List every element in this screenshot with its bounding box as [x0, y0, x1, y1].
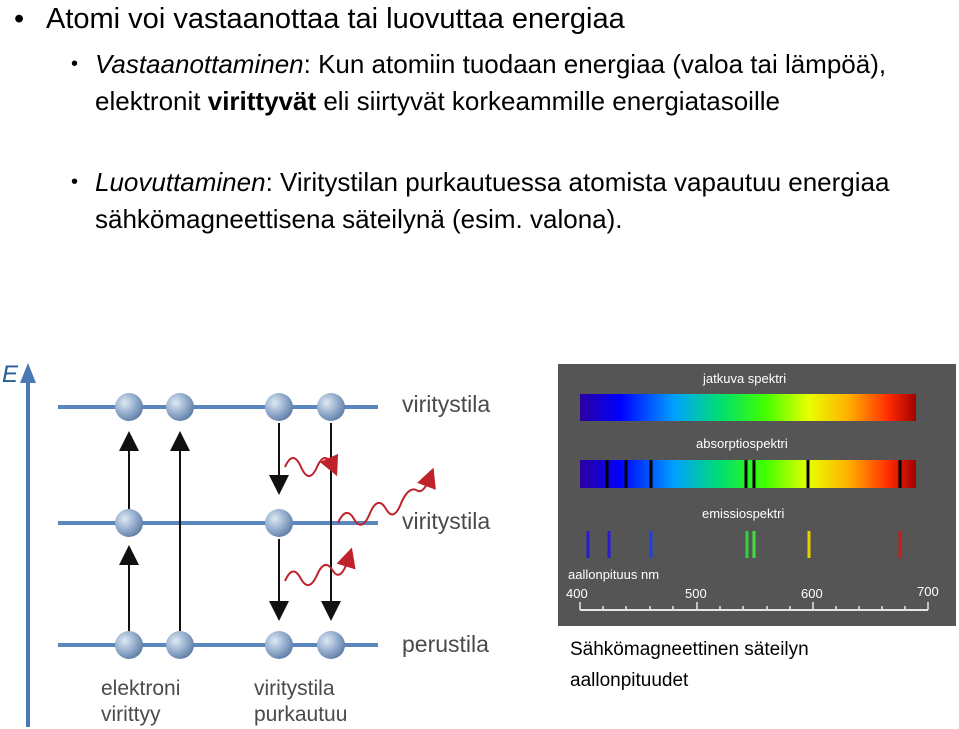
main-bullet-text: Atomi voi vastaanottaa tai luovuttaa energiaa — [46, 3, 625, 35]
photon-wave-icon — [285, 458, 333, 476]
spectrum-caption: Sähkömagneettinen säteilyn aallonpituudet — [570, 639, 809, 691]
electron-icon — [166, 393, 194, 421]
absorption-spectrum-title: absorptiospektri — [696, 436, 788, 451]
footer-left-line1: elektroni — [101, 677, 181, 700]
absorb-text-2: eli siirtyvät korkeammille energiatasoille — [316, 86, 780, 116]
tick-label-700: 700 — [917, 584, 939, 599]
wavelength-label: aallonpituus nm — [568, 567, 660, 582]
tick-label-500: 500 — [685, 586, 707, 601]
footer-right-line1: viritystila — [254, 677, 335, 700]
term-emit: Luovuttaminen — [95, 167, 266, 197]
continuous-spectrum-bar — [580, 394, 916, 421]
electron-icon — [317, 631, 345, 659]
level-label-middle: viritystila — [402, 508, 491, 534]
energy-level-diagram — [0, 355, 560, 729]
absorb-bold: virittyvät — [207, 86, 317, 116]
electron-icon — [115, 393, 143, 421]
photon-wave-icon — [285, 557, 349, 585]
bullet-icon: • — [14, 3, 25, 35]
electron-icon — [166, 631, 194, 659]
level-label-ground: perustila — [402, 631, 489, 657]
tick-label-400: 400 — [566, 586, 588, 601]
energy-axis-label: E — [2, 361, 19, 388]
term-absorb: Vastaanottaminen — [95, 49, 304, 79]
emission-spectrum-title: emissiospektri — [702, 506, 785, 521]
electron-icon — [317, 393, 345, 421]
footer-left-line2: virittyy — [101, 703, 161, 726]
spectrum-panel — [558, 364, 956, 626]
electron-icon — [265, 631, 293, 659]
absorption-spectrum-bar — [580, 460, 916, 488]
sub-bullet-absorb — [71, 46, 925, 120]
footer-right-line2: purkautuu — [254, 703, 348, 726]
continuous-spectrum-title: jatkuva spektri — [703, 371, 787, 386]
bullet-icon: • — [71, 171, 79, 193]
absorb-text-1: : Kun atomiin tuodaan energiaa (valoa tai lämpöä), elektronit — [95, 49, 887, 116]
electron-icon — [115, 509, 143, 537]
electron-icon — [265, 393, 293, 421]
level-label-top: viritystila — [402, 391, 491, 417]
bullet-icon: • — [71, 53, 79, 75]
tick-label-600: 600 — [801, 586, 823, 601]
electron-icon — [115, 631, 143, 659]
sub-bullet-emit — [71, 164, 925, 238]
energy-axis-arrow-icon — [20, 363, 36, 383]
electron-icon — [265, 509, 293, 537]
emit-text: : Viritystilan purkautuessa atomista vapautuu energiaa sähkömagneettisena säteilynä (esim. valona). — [95, 167, 890, 234]
